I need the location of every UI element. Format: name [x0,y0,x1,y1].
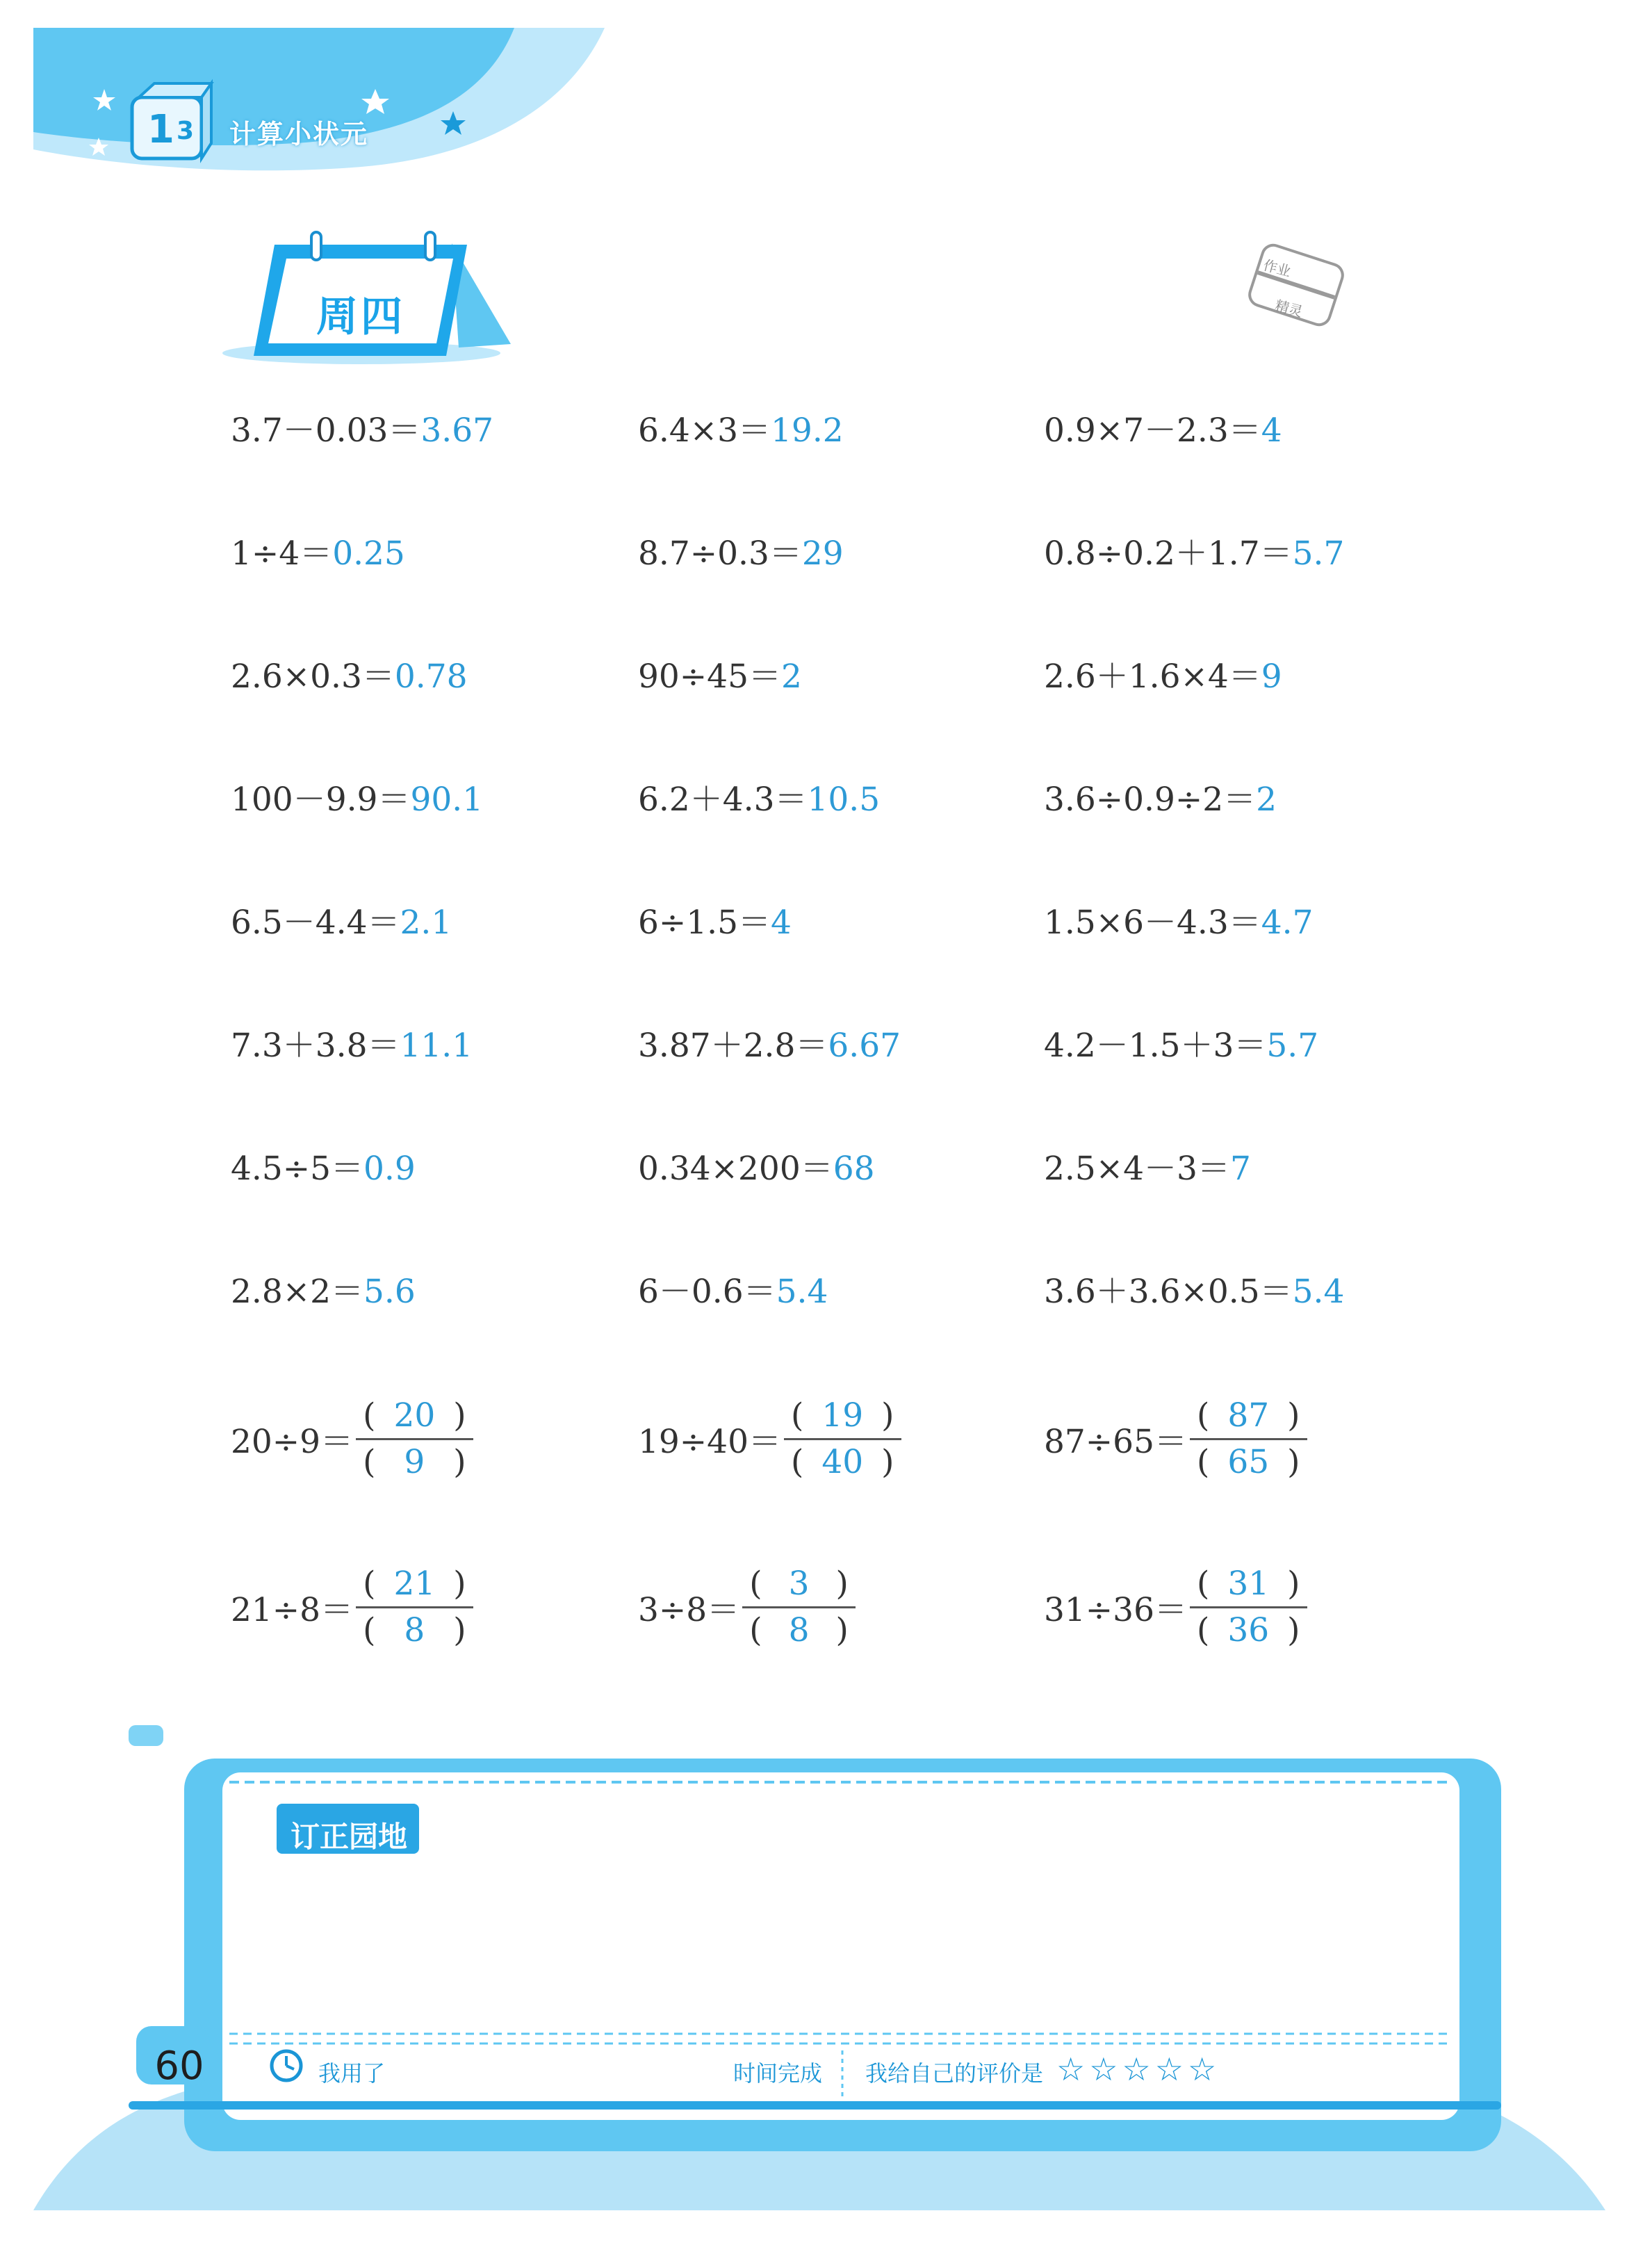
question: 19÷40＝ [638,1422,781,1461]
question: 7.3＋3.8＝ [231,1027,400,1065]
answer: 68 [833,1150,875,1188]
question: 8.7÷0.3＝ [638,535,802,573]
numerator: 87 [1227,1396,1270,1435]
paren: ( [363,1443,376,1481]
header-banner [0,0,625,181]
problem [231,526,405,582]
numerator: 3 [788,1565,810,1603]
answer: 7 [1229,1150,1251,1188]
answer: 5.4 [776,1273,828,1311]
question: 31÷36＝ [1044,1590,1187,1629]
problem [1044,772,1277,828]
fraction [1190,1562,1307,1653]
answer: 5.4 [1292,1273,1345,1311]
answer: 4.7 [1261,904,1314,942]
problem [1044,1018,1318,1074]
problem [1044,1264,1344,1320]
question: 20÷9＝ [231,1422,354,1461]
answer: 90.1 [410,781,484,819]
question: 90÷45＝ [638,658,781,696]
problem-row [0,895,1636,951]
question: 3÷8＝ [638,1590,740,1629]
fraction [742,1562,856,1653]
answer: 2.1 [400,904,452,942]
problem [1044,403,1282,459]
paren: ( [791,1443,804,1481]
numerator: 21 [393,1565,436,1603]
question: 6－0.6＝ [638,1273,776,1311]
paren: ( [791,1396,804,1435]
question: 0.9×7－2.3＝ [1044,411,1261,450]
paren: ) [835,1565,849,1603]
paren: ) [881,1443,894,1481]
numerator: 20 [393,1396,436,1435]
paren: ) [1287,1443,1300,1481]
question: 3.7－0.03＝ [231,411,421,450]
question: 1.5×6－4.3＝ [1044,904,1261,942]
fraction-problem [638,1387,901,1491]
fraction [356,1394,473,1485]
problem [231,895,452,951]
paren: ( [363,1396,376,1435]
paren: ) [1287,1565,1300,1603]
fraction-problem [1044,1555,1307,1659]
problem [638,1141,875,1197]
question: 2.6＋1.6×4＝ [1044,658,1261,696]
question: 0.8÷0.2＋1.7＝ [1044,535,1293,573]
question: 3.6＋3.6×0.5＝ [1044,1273,1293,1311]
problem [231,649,468,705]
fraction-problem [231,1555,473,1659]
answer: 0.78 [394,658,468,696]
paren: ) [453,1565,466,1603]
question: 6.4×3＝ [638,411,771,450]
question: 3.6÷0.9÷2＝ [1044,781,1257,819]
answer: 29 [801,535,844,573]
brand-title: 计算小状元 [229,119,369,149]
question: 2.8×2＝ [231,1273,364,1311]
problem-row [0,1018,1636,1074]
question: 2.5×4－3＝ [1044,1150,1230,1188]
denominator: 8 [404,1611,425,1649]
paren: ( [749,1565,762,1603]
paren: ( [1197,1443,1210,1481]
logo-digit-3: 3 [177,117,195,145]
fraction [784,1394,901,1485]
answer: 10.5 [807,781,881,819]
problem [638,895,792,951]
numerator: 31 [1227,1565,1270,1603]
answer: 11.1 [400,1027,473,1065]
fraction-row [0,1387,1636,1491]
problem-row [0,772,1636,828]
stamp-line-2: 精灵 [1273,297,1305,320]
problem [231,1141,416,1197]
answer: 0.25 [332,535,405,573]
paren: ( [363,1565,376,1603]
fraction-problem [1044,1387,1307,1491]
answer: 4 [771,904,792,942]
answer: 4 [1261,411,1282,450]
problem [231,772,483,828]
self-eval-label: 我给自己的评价是 [865,2060,1044,2087]
denominator: 9 [404,1443,425,1481]
paren: ) [1287,1611,1300,1649]
problem [638,772,880,828]
problem [231,1018,473,1074]
problem [1044,895,1314,951]
answer: 19.2 [771,411,844,450]
question: 100－9.9＝ [231,781,411,819]
denominator: 65 [1227,1443,1270,1481]
question: 21÷8＝ [231,1590,354,1629]
problem [638,1264,828,1320]
problem [638,1018,901,1074]
answer: 5.7 [1266,1027,1319,1065]
paren: ) [453,1611,466,1649]
fraction [1190,1394,1307,1485]
logo-digit-1: 1 [147,107,174,152]
denominator: 40 [821,1443,864,1481]
paren: ( [1197,1565,1210,1603]
time-done-label: 时间完成 [733,2060,823,2087]
page-number: 60 [154,2043,204,2089]
problem [638,526,844,582]
problem-row [0,649,1636,705]
denominator: 8 [788,1611,810,1649]
question: 3.87＋2.8＝ [638,1027,828,1065]
paren: ) [453,1443,466,1481]
day-label: 周四 [316,293,405,341]
correction-title: 订正园地 [291,1820,408,1854]
time-used-label: 我用了 [318,2060,386,2087]
question: 87÷65＝ [1044,1422,1187,1461]
paren: ( [749,1611,762,1649]
answer: 5.6 [363,1273,416,1311]
correction-panel [0,1724,1636,2268]
fraction-row [0,1555,1636,1659]
answer: 5.7 [1292,535,1345,573]
fraction-problem [231,1387,473,1491]
numerator: 19 [821,1396,864,1435]
question: 4.2－1.5＋3＝ [1044,1027,1267,1065]
paren: ( [1197,1611,1210,1649]
problem [638,403,844,459]
paren: ) [453,1396,466,1435]
answer: 2 [781,658,802,696]
problem [1044,1141,1251,1197]
answer: 0.9 [363,1150,416,1188]
answer: 3.67 [420,411,494,450]
paren: ) [1287,1396,1300,1435]
question: 6.2＋4.3＝ [638,781,808,819]
paren: ) [881,1396,894,1435]
problem [1044,526,1344,582]
question: 6÷1.5＝ [638,904,771,942]
fraction-problem [638,1555,856,1659]
answer: 2 [1256,781,1277,819]
problem [1044,649,1282,705]
denominator: 36 [1227,1611,1270,1649]
problem [231,403,493,459]
question: 4.5÷5＝ [231,1150,364,1188]
problem-row [0,1141,1636,1197]
question: 1÷4＝ [231,535,333,573]
problem-row [0,1264,1636,1320]
stamp-line-1: 作业 [1261,256,1293,280]
rating-stars[interactable]: ☆☆☆☆☆ [1056,2050,1221,2088]
paren: ( [1197,1396,1210,1435]
paren: ) [835,1611,849,1649]
problem-row [0,526,1636,582]
question: 0.34×200＝ [638,1150,833,1188]
fraction [356,1562,473,1653]
problem-row [0,403,1636,459]
question: 2.6×0.3＝ [231,658,395,696]
problem [231,1264,416,1320]
answer: 9 [1261,658,1282,696]
question: 6.5－4.4＝ [231,904,400,942]
answer: 6.67 [828,1027,901,1065]
problem [638,649,802,705]
paren: ( [363,1611,376,1649]
